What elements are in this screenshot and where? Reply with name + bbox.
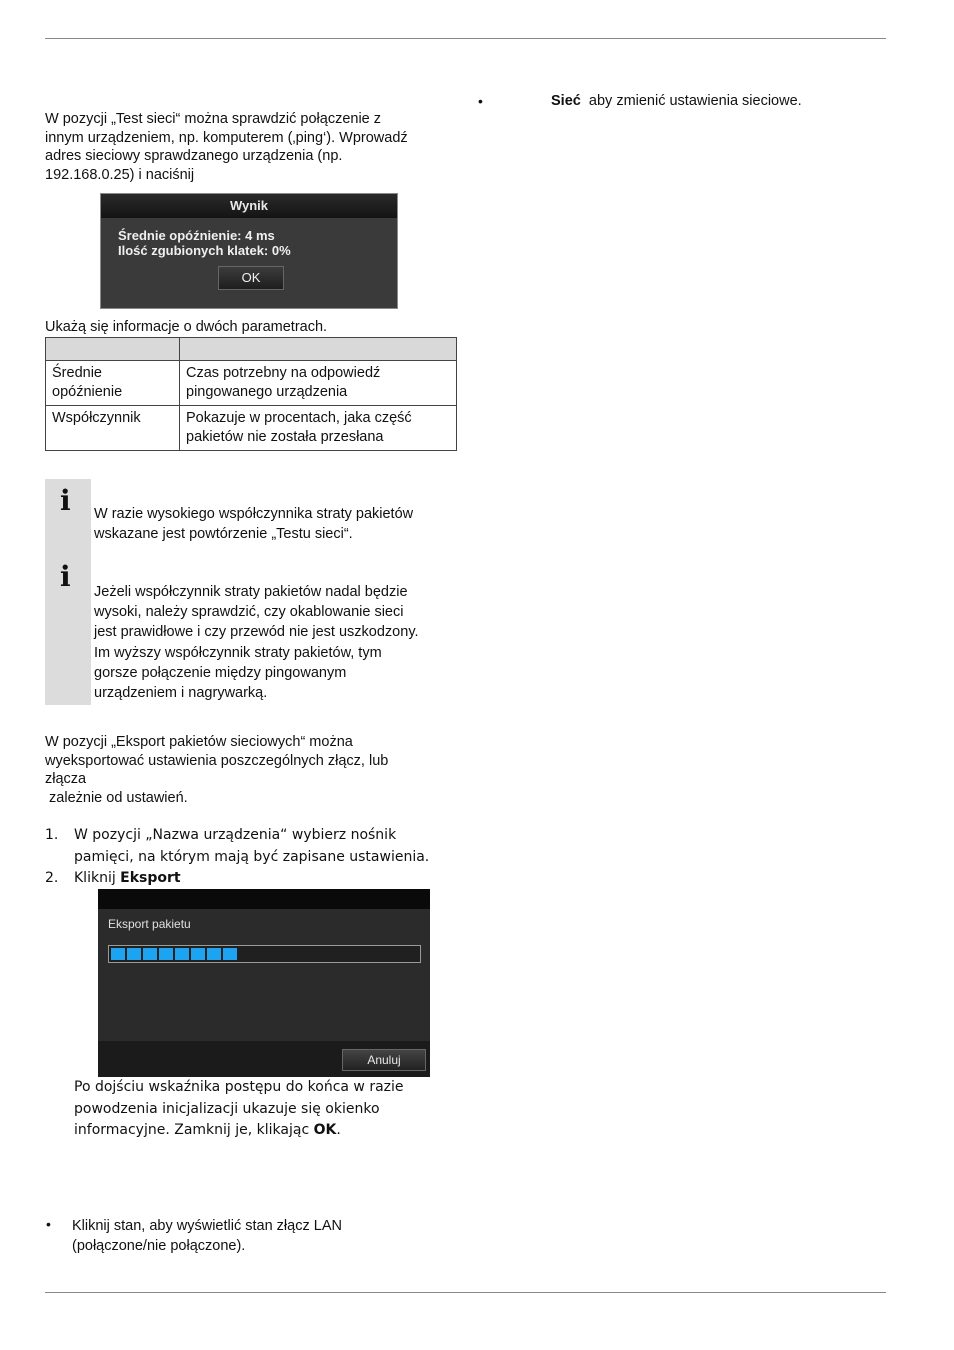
progress-segment <box>207 948 221 960</box>
info-icon: i <box>60 484 71 517</box>
table-header-cell <box>46 338 180 361</box>
step-1-text: W pozycji „Nazwa urządzenia“ wybierz nośnik pamięci, na którym mają być zapisane ustawienia. <box>74 827 430 865</box>
table-intro: Ukażą się informacje o dwóch parametrach. <box>45 319 328 335</box>
param-desc: Pokazuje w procentach, jaka część pakietów nie została przesłana <box>180 406 457 451</box>
network-label: Sieć <box>551 93 581 109</box>
result-dialog-title: Wynik <box>101 194 397 218</box>
table-header-row <box>46 338 457 361</box>
param-desc: Czas potrzebny na odpowiedź pingowanego urządzenia <box>180 361 457 406</box>
table-row <box>46 361 457 406</box>
ok-label: OK <box>313 1122 337 1138</box>
step-1-number: 1. <box>45 827 59 843</box>
note-1: W razie wysokiego współczynnika straty pakietów wskazane jest powtórzenie „Testu sieci“. <box>94 506 414 543</box>
bottom-rule <box>45 1292 886 1293</box>
ok-button[interactable]: OK <box>218 266 284 290</box>
export-dialog <box>98 889 430 1077</box>
network-bullet-text: Sieć aby zmienić ustawienia sieciowe. <box>551 93 802 109</box>
progress-segment <box>111 948 125 960</box>
status-bullet-text: Kliknij stan, aby wyświetlić stan złącz LAN (połączone/nie połączone). <box>72 1218 342 1254</box>
progress-fill <box>111 948 239 960</box>
table-row <box>46 406 457 451</box>
progress-segment <box>127 948 141 960</box>
param-name: Współczynnik <box>46 406 180 451</box>
progress-segment <box>175 948 189 960</box>
progress-segment <box>191 948 205 960</box>
parameters-table <box>45 337 457 451</box>
step-2-number: 2. <box>45 870 59 886</box>
network-test-intro: W pozycji „Test sieci“ można sprawdzić połączenie z innym urządzeniem, np. komputerem (‚ping‘). Wprowadź adres sieciowy sprawdzanego urządzenia (np. 192.168.0.25) i naciśnij <box>45 111 408 183</box>
note-2: Jeżeli współczynnik straty pakietów nadal będzie wysoki, należy sprawdzić, czy okablowanie sieci jest prawidłowe i czy przewód nie jest uszkodzony. Im wyższy współczynnik straty pakietów, tym gorsze połączenie między pingowanym urządzeniem i nagrywarką. <box>94 584 419 702</box>
avg-delay-line: Średnie opóźnienie: 4 ms <box>118 228 275 243</box>
export-intro: W pozycji „Eksport pakietów sieciowych“ można wyeksportować ustawienia poszczególnych złącz, lub złącza zależnie od ustawień. <box>45 734 389 806</box>
progress-segment <box>143 948 157 960</box>
param-name: Średnie opóźnienie <box>46 361 180 406</box>
progress-segment <box>159 948 173 960</box>
cancel-button[interactable]: Anuluj <box>342 1049 426 1071</box>
step-2-text: Kliknij Eksport <box>74 870 181 886</box>
result-dialog <box>100 193 398 309</box>
bullet-icon: • <box>478 93 483 109</box>
info-icon: i <box>60 560 71 593</box>
after-export-text: Po dojściu wskaźnika postępu do końca w razie powodzenia inicjalizacji ukazuje się okienko informacyjne. Zamknij je, klikając OK. <box>74 1079 404 1138</box>
export-dialog-titlebar <box>98 889 430 909</box>
table-header-cell <box>180 338 457 361</box>
export-dialog-footer <box>98 1041 430 1077</box>
progress-bar <box>108 945 421 963</box>
export-label: Eksport <box>120 870 181 886</box>
progress-segment <box>223 948 237 960</box>
lost-frames-line: Ilość zgubionych klatek: 0% <box>118 243 291 258</box>
bullet-icon: • <box>46 1216 51 1232</box>
export-dialog-title: Eksport pakietu <box>108 917 191 931</box>
top-rule <box>45 38 886 39</box>
